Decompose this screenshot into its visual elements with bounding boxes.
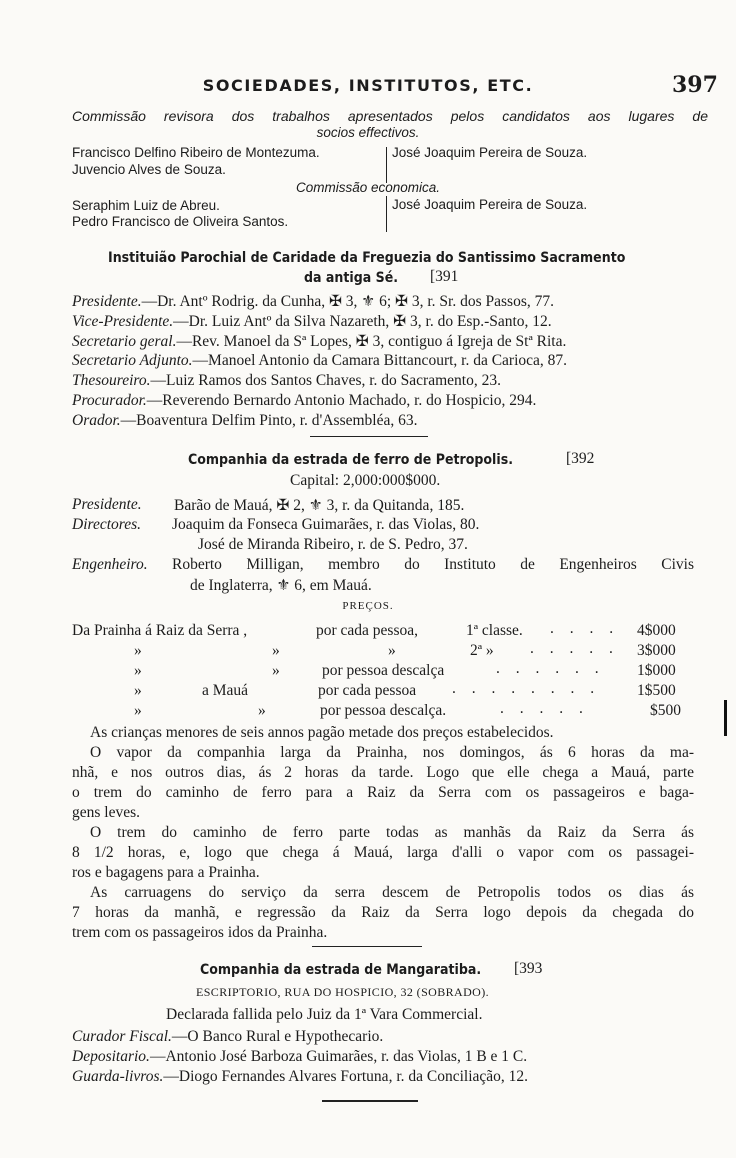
officer-entry	[72, 1028, 383, 1046]
price-value: 1$000	[637, 662, 676, 679]
entry-number: [393	[514, 960, 543, 977]
officer-entry	[72, 392, 702, 410]
price-value: 4$000	[637, 622, 676, 639]
officer-text: —Boaventura Delfim Pinto, r. d'Assembléa, 63.	[120, 412, 418, 429]
price-fare-type: por pessoa descalça.	[320, 702, 447, 719]
office-address: ESCRIPTORIO, RUA DO HOSPICIO, 32 (SOBRADO).	[196, 985, 490, 999]
paragraph-line: As crianças menores de seis annos pagão metade dos preços estabelecidos.	[90, 724, 554, 741]
officer-role: Engenheiro.	[72, 556, 148, 573]
running-header: SOCIEDADES, INSTITUTOS, ETC.	[202, 76, 534, 95]
officer-text: Roberto Milligan, membro do Instituto de Engenheiros Civis	[172, 556, 694, 573]
officer-text: —Dr. Luiz Antº da Silva Nazareth, ✠ 3, r. do Esp.-Santo, 12.	[173, 313, 552, 330]
paragraph-line: O trem do caminho de ferro parte todas as manhãs da Raiz da Serra ás	[90, 824, 694, 841]
officer-entry	[72, 412, 702, 430]
price-value: 3$000	[637, 642, 676, 659]
officer-text: —Luiz Ramos dos Santos Chaves, r. do Sacramento, 23.	[150, 372, 501, 389]
officer-role: Presidente.	[72, 496, 142, 513]
commissao-revisora-title-2: socios effectivos.	[316, 125, 420, 140]
leader-dots: . . . . . .	[496, 660, 605, 677]
officer-role: Curador Fiscal.	[72, 1028, 172, 1045]
officer-text: —Manoel Antonio da Camara Bittancourt, r. da Carioca, 87.	[192, 352, 568, 369]
petropolis-title: Companhia da estrada de ferro de Petropolis.	[188, 452, 513, 468]
officer-role: Directores.	[72, 516, 142, 533]
officer-role: Secretario Adjunto.	[72, 352, 193, 369]
officer-role: Procurador.	[72, 392, 147, 409]
officer-role: Depositario.	[72, 1048, 150, 1065]
commissao-revisora-title-1: Commissão revisora dos trabalhos apresentados pelos candidatos aos lugares de	[72, 108, 708, 124]
officer-text: de Inglaterra, ⚜ 6, em Mauá.	[190, 577, 372, 594]
price-value: $500	[650, 702, 681, 719]
officer-text: José de Miranda Ribeiro, r. de S. Pedro, 37.	[198, 536, 468, 553]
paragraph-line: nhã, e nos outros dias, ás 2 horas da tarde. Logo que elle chega a Mauá, parte	[72, 764, 694, 781]
officer-text: —O Banco Rural e Hypothecario.	[171, 1028, 384, 1045]
ditto-mark: »	[388, 642, 396, 659]
instituicao-title-2: da antiga Sé.	[304, 270, 399, 286]
paragraph-line: O vapor da companhia larga da Prainha, nos domingos, ás 6 horas da ma-	[90, 744, 694, 761]
price-class: 2ª »	[470, 642, 494, 659]
leader-dots: . . . .	[550, 620, 620, 637]
paragraph-line: trem com os passageiros idos da Prainha.	[72, 924, 328, 941]
column-divider	[386, 196, 387, 232]
officer-role: Orador.	[72, 412, 121, 429]
officer-role: Thesoureiro.	[72, 372, 151, 389]
column-divider	[386, 147, 387, 183]
margin-mark	[724, 700, 727, 736]
section-divider	[310, 436, 428, 437]
price-route: a Mauá	[202, 682, 249, 699]
leader-dots: . . . . .	[500, 700, 589, 717]
ditto-mark: »	[134, 682, 142, 699]
officer-text: Joaquim da Fonseca Guimarães, r. das Violas, 80.	[172, 516, 480, 533]
mangaratiba-title: Companhia da estrada de Mangaratiba.	[200, 962, 482, 978]
declaration: Declarada fallida pelo Juiz da 1ª Vara Commercial.	[166, 1006, 483, 1023]
officer-text: —Antonio José Barboza Guimarães, r. das Violas, 1 B e 1 C.	[149, 1048, 528, 1065]
price-value: 1$500	[637, 682, 676, 699]
ditto-mark: »	[272, 642, 280, 659]
section-divider	[312, 946, 422, 947]
paragraph-line: o trem do caminho de ferro para a Raiz da Serra com os passageiros e baga-	[72, 784, 694, 801]
ditto-mark: »	[134, 702, 142, 719]
economica-member: Seraphim Luiz de Abreu.	[72, 198, 220, 213]
officer-entry	[72, 352, 702, 370]
ditto-mark: »	[272, 662, 280, 679]
officer-text: —Diogo Fernandes Alvares Fortuna, r. da Conciliação, 12.	[163, 1068, 529, 1085]
officer-entry	[72, 1048, 527, 1066]
end-rule	[322, 1100, 418, 1102]
ditto-mark: »	[134, 662, 142, 679]
capital: Capital: 2,000:000$000.	[290, 472, 441, 489]
paragraph-line: 8 1/2 horas, e, logo que chega á Mauá, larga d'alli o vapor com os passagei-	[72, 844, 694, 861]
price-fare-type: por cada pessoa,	[316, 622, 418, 639]
officer-role: Guarda-livros.	[72, 1068, 164, 1085]
paragraph-line: 7 horas da manhã, e regressão da Raiz da Serra logo depois da chegada do	[72, 904, 694, 921]
officer-text: —Reverendo Bernardo Antonio Machado, r. do Hospicio, 294.	[146, 392, 537, 409]
paragraph-line: ros e bagagens para a Prainha.	[72, 864, 260, 881]
price-fare-type: por pessoa descalça	[322, 662, 445, 679]
ditto-mark: »	[134, 642, 142, 659]
instituicao-title-1: Instituião Parochial de Caridade da Freguezia do Santissimo Sacramento	[108, 250, 626, 266]
entry-number: [391	[430, 268, 459, 285]
paragraph-line: gens leves.	[72, 804, 141, 821]
officer-entry	[72, 292, 702, 311]
revisora-member: Francisco Delfino Ribeiro de Montezuma.	[72, 145, 320, 160]
officer-text: Barão de Mauá, ✠ 2, ⚜ 3, r. da Quitanda, 185.	[174, 497, 465, 514]
paragraph-line: As carruagens do serviço da serra descem de Petropolis todos os dias ás	[90, 884, 694, 901]
economica-member: José Joaquim Pereira de Souza.	[392, 197, 588, 212]
precos-title: PREÇOS.	[342, 600, 394, 612]
leader-dots: . . . . . . . .	[452, 680, 601, 697]
officer-entry	[72, 332, 702, 351]
officer-entry	[72, 312, 702, 331]
revisora-member: José Joaquim Pereira de Souza.	[392, 145, 588, 160]
entry-number: [392	[566, 450, 595, 467]
leader-dots: . . . . .	[530, 640, 619, 657]
officer-role: Presidente.	[72, 293, 142, 310]
officer-role: Secretario geral.	[72, 333, 177, 350]
price-class: 1ª classe.	[466, 622, 523, 639]
revisora-member: Juvencio Alves de Souza.	[72, 162, 226, 177]
officer-entry	[72, 372, 702, 390]
officer-text: —Rev. Manoel da Sª Lopes, ✠ 3, contiguo á Igreja de Stª Rita.	[176, 333, 567, 350]
page-number: 397	[672, 72, 718, 98]
officer-entry	[72, 1068, 528, 1086]
price-fare-type: por cada pessoa	[318, 682, 417, 699]
officer-text: —Dr. Antº Rodrig. da Cunha, ✠ 3, ⚜ 6; ✠ 3, r. Sr. dos Passos, 77.	[141, 293, 554, 310]
commissao-economica-title: Commissão economica.	[295, 180, 441, 195]
price-route: Da Prainha á Raiz da Serra ,	[72, 622, 248, 639]
officer-role: Vice-Presidente.	[72, 313, 174, 330]
ditto-mark: »	[258, 702, 266, 719]
economica-member: Pedro Francisco de Oliveira Santos.	[72, 214, 289, 229]
